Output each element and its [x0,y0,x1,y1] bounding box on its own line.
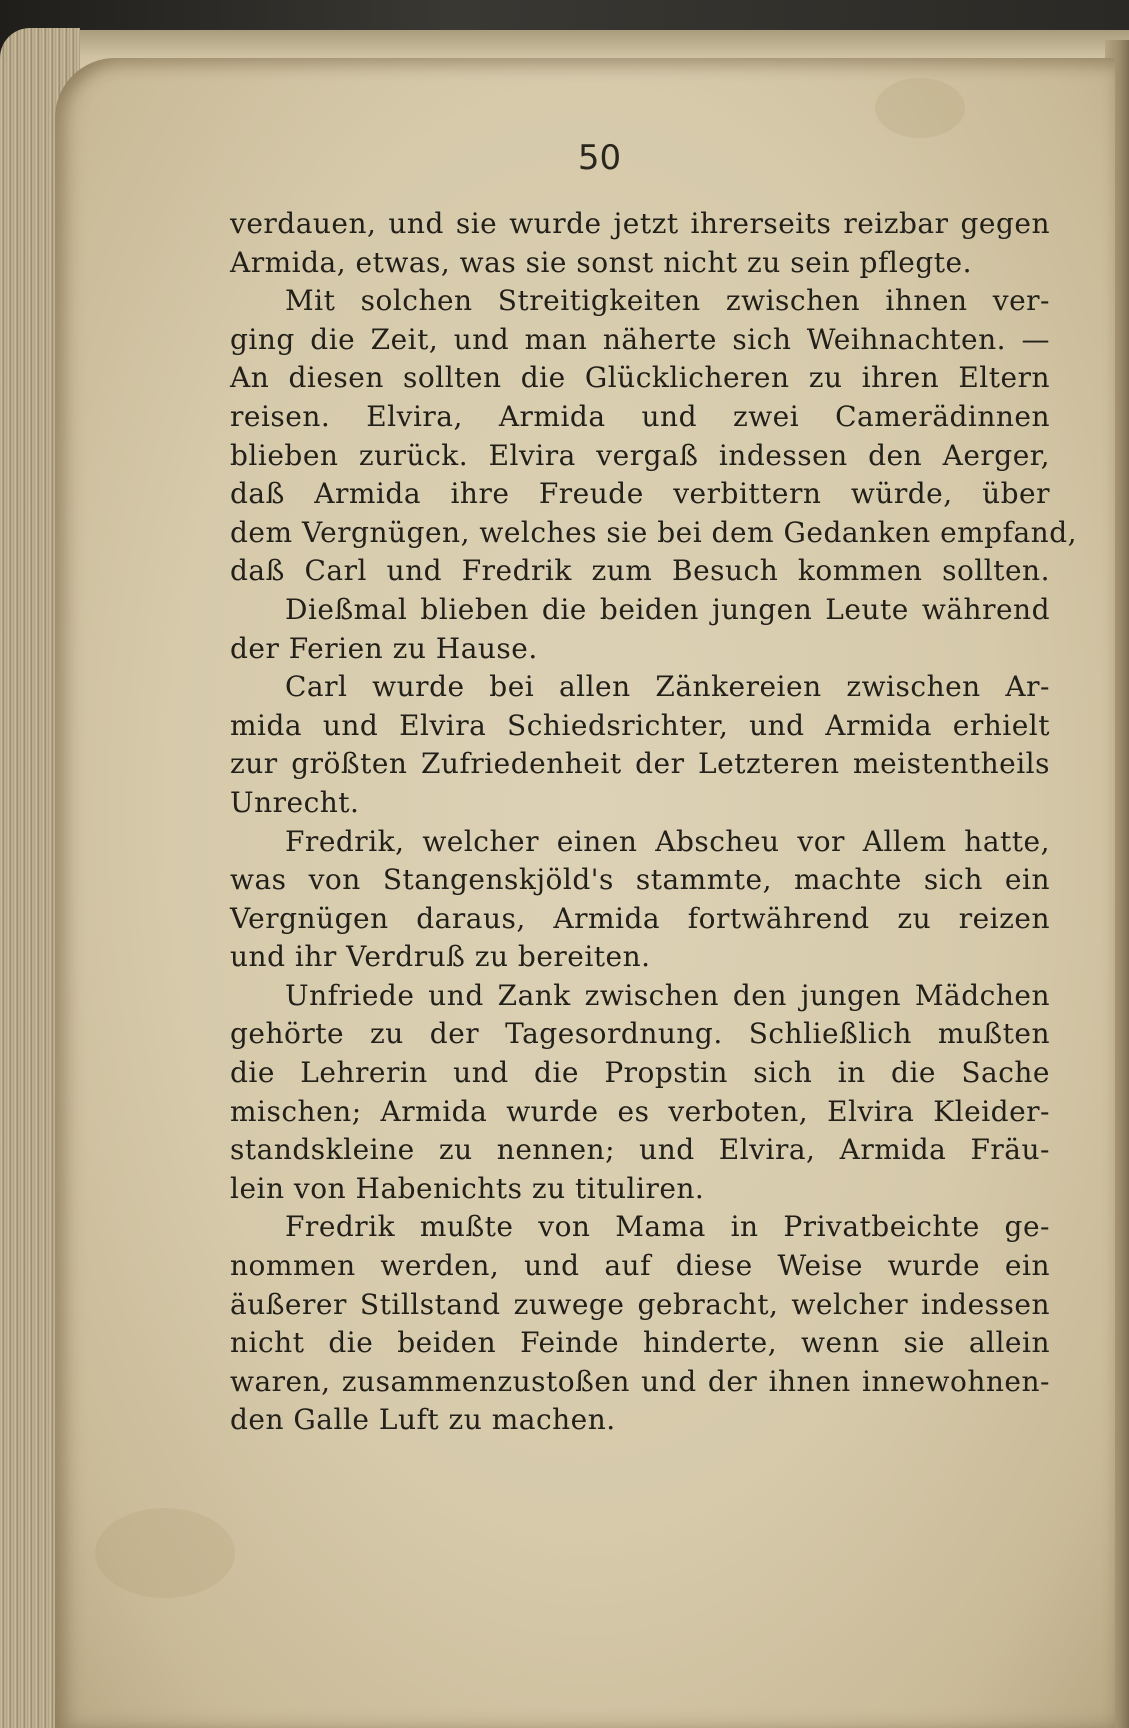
text-line: Dießmal blieben die beiden jungen Leute während [285,592,1050,626]
text-line: gehörte zu der Tagesordnung. Schließlich mußten [230,1017,1050,1051]
text-line: mida und Elvira Schiedsrichter, und Armida erhielt [230,708,1050,742]
text-line: dem Vergnügen, welches sie bei dem Gedanken empfand, [230,515,1078,549]
text-line: Vergnügen daraus, Armida fortwährend zu reizen [230,901,1050,935]
text-line: Fredrik, welcher einen Abscheu vor Allem hatte, [285,824,1050,858]
text-line: ging die Zeit, und man näherte sich Weihnachten. — [230,322,1050,356]
page-number: 50 [577,138,622,178]
text-line: An diesen sollten die Glücklicheren zu ihren Eltern [230,361,1050,395]
text-line: Fredrik mußte von Mama in Privatbeichte ge- [285,1210,1050,1244]
text-line: äußerer Stillstand zuwege gebracht, welcher indessen [230,1287,1050,1321]
text-line: Armida, etwas, was sie sonst nicht zu sein pflegte. [230,245,973,279]
text-line: den Galle Luft zu machen. [230,1403,616,1437]
text-line: Mit solchen Streitigkeiten zwischen ihnen ver- [285,284,1050,318]
text-line: die Lehrerin und die Propstin sich in die Sache [230,1056,1050,1090]
paper-stain [875,78,965,138]
text-line: und ihr Verdruß zu bereiten. [230,940,651,974]
text-line: Unfriede und Zank zwischen den jungen Mädchen [285,978,1050,1012]
text-line: nicht die beiden Feinde hinderte, wenn sie allein [230,1326,1050,1360]
text-line: was von Stangenskjöld's stammte, machte sich ein [230,863,1050,897]
text-line: reisen. Elvira, Armida und zwei Camerädinnen [230,399,1050,433]
paper-stain [95,1508,235,1598]
text-line: daß Carl und Fredrik zum Besuch kommen sollten. [230,554,1050,588]
text-line: waren, zusammenzustoßen und der ihnen innewohnen- [230,1364,1050,1398]
text-line: mischen; Armida wurde es verboten, Elvira Kleider- [230,1094,1050,1128]
text-line: der Ferien zu Hause. [230,631,538,665]
text-line: blieben zurück. Elvira vergaß indessen den Aerger, [230,438,1050,472]
text-line: nommen werden, und auf diese Weise wurde ein [230,1249,1050,1283]
text-line: Unrecht. [230,785,360,819]
text-line: standskleine zu nennen; und Elvira, Armida Fräu- [230,1133,1050,1167]
text-line: daß Armida ihre Freude verbittern würde, über [230,477,1050,511]
text-line: lein von Habenichts zu tituliren. [230,1171,705,1205]
page-text [230,205,1078,1440]
text-line: verdauen, und sie wurde jetzt ihrerseits reizbar gegen [230,207,1050,240]
text-line: zur größten Zufriedenheit der Letzteren meistentheils [230,747,1050,781]
text-line: Carl wurde bei allen Zänkereien zwischen Ar- [285,670,1050,704]
